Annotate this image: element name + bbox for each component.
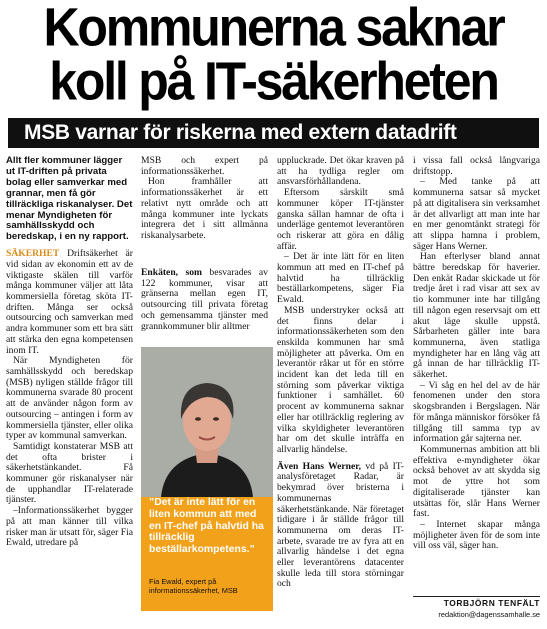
paragraph: Samtidigt konstaterar MSB att det ofta brister i säkerhetstänkandet. Få kommuner gör riskanalyser när de upphandlar IT-relaterade tjänster. xyxy=(6,440,133,506)
column-1 xyxy=(6,156,133,626)
paragraph: Han efterlyser bland annat bättre beredskap för haverier. Den enkät Radar skickade ut för tredje året i rad visar att sex av tio kommuner inte har tillgång till någon egen reservsajt om ett akut läge skulle uppstå. Sårbarheten gäller inte bara kommunerna, även statliga myndigheter har en lång väg att gå innan de har tillräcklig IT-säkerhet. xyxy=(413,251,540,381)
paragraph: MSB understryker också att det finns delar i informationssäkerheten som den enskilda kommunen har små möjligheter att påverka. Om en leverantör råkar ut för en större incident kan det leda till en störning som påverkar viktiga funktioner i samhället. 60 procent av kommunerna saknar eller har otillräcklig reglering av vilka skyldigheter leverantören har om det skulle inträffa en allvarlig händelse. xyxy=(277,304,404,455)
column-2-middle xyxy=(141,268,268,336)
column-2-top xyxy=(141,156,268,260)
paragraph: – Det är inte lätt för en liten kommun att med en IT-chef på halvtid ha tillräcklig beställarkompetens, säger Fia Ewald. xyxy=(277,251,404,306)
subheadline-bar: MSB varnar för riskerna med extern datadrift xyxy=(8,118,539,148)
portrait-illustration xyxy=(141,347,273,497)
paragraph xyxy=(6,249,133,356)
paragraph: MSB och expert på informationssäkerhet. xyxy=(141,156,268,177)
paragraph: Kommunernas ambition att bli effektiva e-myndigheter ökar också behovet av att skydda sig mot de yttre hot som digitaliserade tjänster kan utsättas för, slår Hans Werner fast. xyxy=(413,443,540,520)
paragraph: Hon framhåller att informationssäkerhet är ett relativt nytt område och att många kommuner inte lyckats integrera det i sitt allmänna riskanalysarbete. xyxy=(141,176,268,241)
headline-line-1: Kommunerna saknar xyxy=(43,0,504,58)
paragraph: – Vi såg en hel del av de här fenomenen under den stora skogsbranden i Bergslagen. När för många människor försöker få tillgång till samma typ av information går sajterna ner. xyxy=(413,379,540,445)
article-headline xyxy=(0,0,547,112)
section-kicker: SÄKERHET xyxy=(6,248,60,260)
lead-in: Enkäten, som xyxy=(141,268,202,278)
paragraph-text: vd på IT-analysföretaget Radar, är bekymrad över bristerna i kommunernas säkerhetstänkande. När företaget tidigare i år ställde frågor till kommunerna om deras IT-arbete, svarade tre av fyra att en allvarlig händelse i det egna eller leverantörens datacenter skulle leda till stora störningar och xyxy=(277,460,404,590)
paragraph: När Myndigheten för samhällsskydd och beredskap (MSB) nyligen ställde frågor till kommunerna svarade 80 procent att de använder någon form av outsourcing – antingen i form av kommersiella tjänster, eller olika typer av kommunal samverkan. xyxy=(6,355,133,442)
paragraph: – Med tanke på att kommunerna satsar så mycket på att digitalisera sin verksamhet är det allvarligt att man inte har en mer genomtänkt strategi för att slippa hamna i problem, säger Hans Werner. xyxy=(413,176,540,252)
author-email: redaktion@dagenssamhalle.se xyxy=(438,610,540,619)
photo-caption: Fia Ewald, expert på informationssäkerhet, MSB xyxy=(149,577,238,595)
paragraph: – Internet skapar många möjligheter även för de som inte vill oss väl, säger han. xyxy=(413,518,540,552)
paragraph: –Informationssäkerhet bygger på att man känner till vilka risker man är utsatt för, säger Fia Ewald, utredare på xyxy=(6,505,133,549)
article-ingress: Allt fler kommuner lägger ut IT-driften på privata bolag eller samverkar med grannar, men få gör tillräckliga riskanalyser. Det menar Myndigheten för samhällsskydd och beredskap, i en ny rapport. xyxy=(6,156,133,243)
author-name: TORBJÖRN TENFÄLT xyxy=(443,598,540,608)
paragraph: Eftersom särskilt små kommuner köper IT-tjänster ganska sällan hamnar de ofta i underläge gentemot leverantören och riskerar att göra en dålig affär. xyxy=(277,187,404,252)
byline xyxy=(413,596,540,620)
photo-quote-box xyxy=(141,347,273,611)
lead-in: Även Hans Werner, xyxy=(277,460,362,472)
paragraph-text: besvarades av 122 kommuner, visar att gränserna mellan egen IT, outsourcing till privata företag och gemensamma tjänster med grannkommuner blir alltmer xyxy=(141,268,268,332)
column-3 xyxy=(277,156,404,621)
paragraph: uppluckrade. Det ökar kraven på att ha tydliga regler om ansvarsförhållandena. xyxy=(277,156,404,188)
paragraph-text: Driftsäkerhet är vid sidan av ekonomin ett av de viktigaste skälen till varför många kommuner väljer att låta kommersiella företag sköta IT-driften. Många ser också outsourcing och samverkan med andra kommuner som ett bra sätt att stärka den egna kompetensen inom IT. xyxy=(6,248,133,356)
pull-quote: ”Det är inte lätt för en liten kommun att med en IT-chef på halvtid ha tillräcklig beställarkompetens.” xyxy=(149,497,264,556)
paragraph xyxy=(141,268,268,332)
headline-line-2: koll på IT-säkerheten xyxy=(49,50,498,112)
portrait-photo xyxy=(141,347,273,497)
paragraph: i vissa fall också långvariga driftstopp. xyxy=(413,156,540,177)
paragraph xyxy=(277,462,404,590)
column-4 xyxy=(413,156,540,586)
